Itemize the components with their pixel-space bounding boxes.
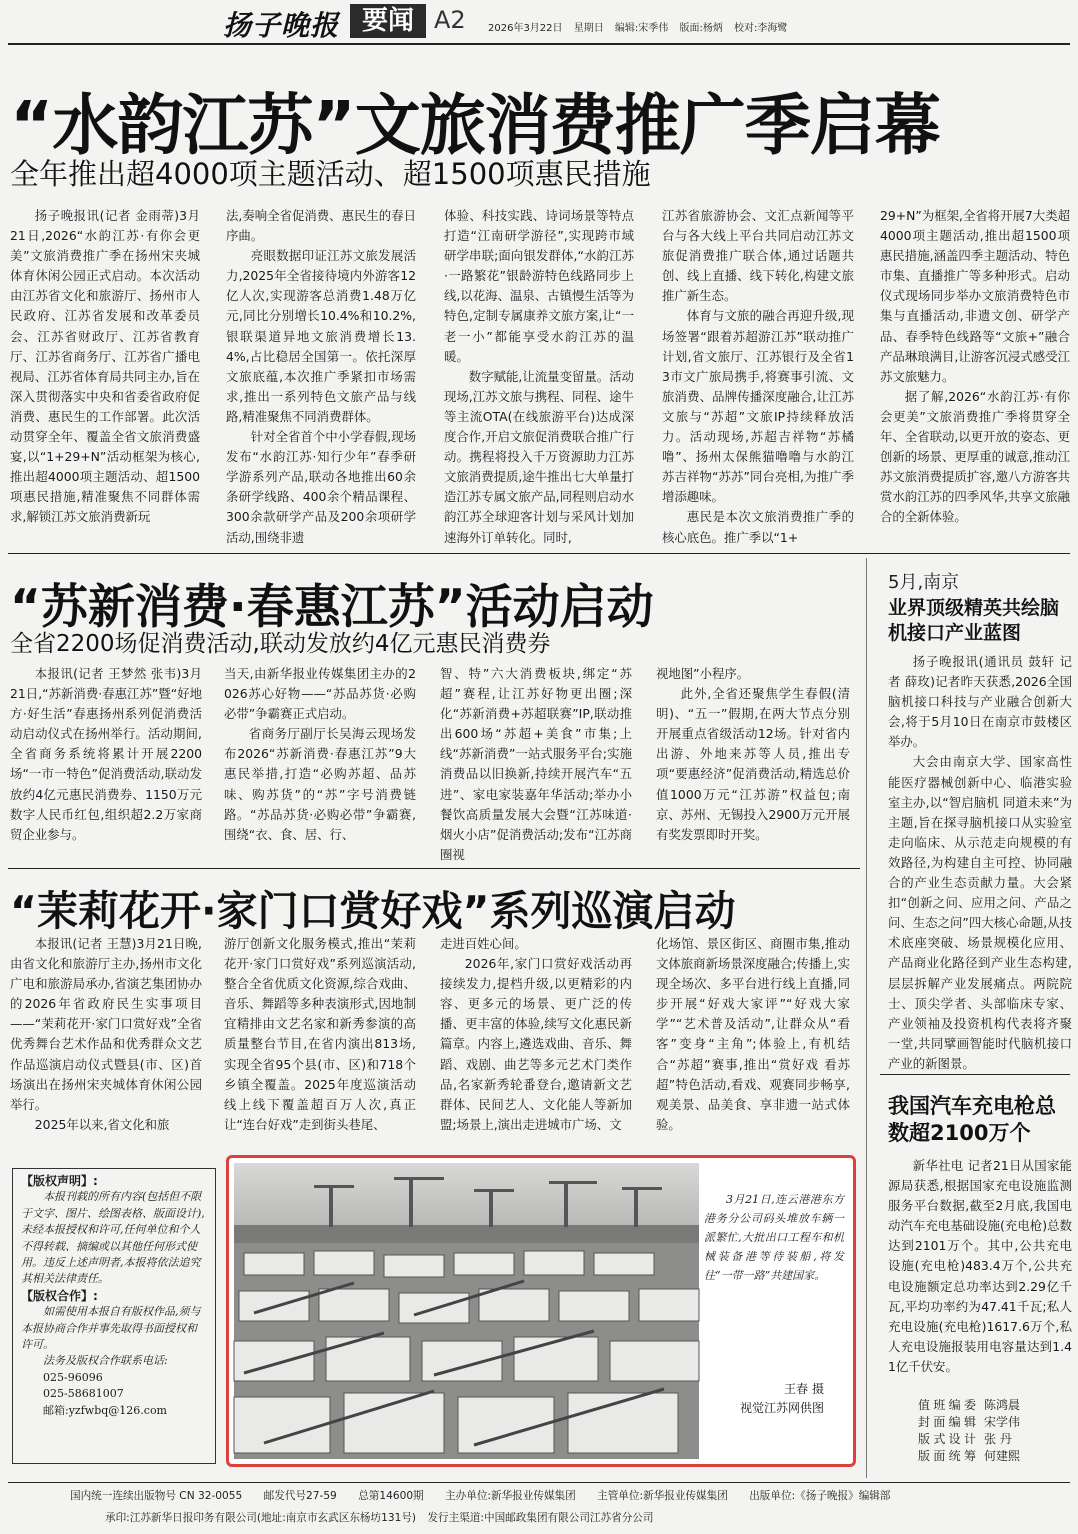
port-photo-image — [234, 1163, 699, 1459]
paragraph: 2026年,家门口赏好戏活动再接续发力,提档升级,以更精彩的内容、更多元的场景、更广泛的传播、更丰富的体验,续写文化惠民新篇章。内容上,遴选戏曲、音乐、舞蹈、戏剧、曲艺等多元艺术门类作品,名家新秀轮番登台,邀请新文艺群体、民间艺人、文化能人等新加盟;场景上,演出走进城市广场、文 — [440, 956, 632, 1132]
credits-block — [918, 1397, 1020, 1465]
paragraph: 江苏省旅游协会、文汇点新闻等平台与各大线上平台共同启动江苏文旅促消费推广联合体,通过话题共创、线上直播、线下转化,构建文旅推广新生态。 — [662, 208, 854, 304]
article2-subheadline: 全省2200场促消费活动,联动发放约4亿元惠民消费券 — [10, 631, 551, 657]
paragraph: 扬子晚报讯(通讯员 鼓轩 记者 薛玫)记者昨天获悉,2026全国脑机接口科技与产业融合创新大会,将于5月10日在南京市鼓楼区举办。 — [888, 654, 1072, 750]
credit-line: 值班编委 陈鸿晨 — [918, 1398, 1021, 1412]
article2-col-1 — [10, 664, 202, 858]
paragraph: 走进百姓心间。 — [440, 936, 527, 951]
paragraph: 数字赋能,让流量变留量。活动现场,江苏文旅与携程、同程、途牛等主流OTA(在线旅游平台)达成深度合作,开启文旅促消费联合推广行动。携程将投入千万资源助力江苏文旅消费提质,途牛推出七大单量打造江苏专属文旅产品,同程则启动水韵江苏全球迎客计划与采风计划加速海外订单转化。同时, — [444, 368, 634, 545]
footer-rule — [8, 1482, 1070, 1483]
ev-body — [888, 1156, 1072, 1384]
paragraph: 体验、科技实践、诗词场景等特点打造“江南研学游径”,实现跨市域研学串联;面向银发群体,“水韵江苏·一路繁花”银龄游特色线路同步上线,以花海、温泉、古镇慢生活等为特色,定制专属康养文旅方案,让“一老一小”都能享受水韵江苏的温暖。 — [444, 208, 634, 364]
copyright-box — [12, 1168, 216, 1464]
footer-supervisor: 主管单位:新华报业传媒集团 — [597, 1490, 728, 1502]
photo-caption-text: 3月21日,连云港港东方港务分公司码头堆放车辆一派繁忙,大批出口工程车和机械装备港等待装船,将发往“一带一路”共建国家。 — [704, 1193, 844, 1282]
paragraph: 大会由南京大学、国家高性能医疗器械创新中心、临港实验室主办,以“智启脑机 同道未来”为主题,旨在探寻脑机接口从实验室走向临床、从示范走向规模的有效路径,为构建自主可控、协同融合的产业生态贡献力量。大会紧扣“创新之问、应用之问、产品之问、生态之问”四大核心命题,从技术底座突破、场景规模化应用、产品商业化路径到产业生态构建,层层拆解产业发展痛点。两院院士、顶尖学者、头部临床专家、产业领袖及投资机构代表将齐聚一堂,共同擘画智能时代脑机接口产业的新图景。 — [888, 754, 1072, 1071]
credit-line: 版式设计 张 丹 — [918, 1432, 1012, 1446]
ev-headline: 我国汽车充电枪总数超2100万个 — [888, 1094, 1056, 1145]
footer-post: 邮发代号27-59 — [263, 1490, 337, 1502]
article1-col-5 — [880, 206, 1070, 542]
paper-logo: 扬子晚报 — [223, 9, 340, 42]
article3-headline: “茉莉花开·家门口赏好戏”系列巡演启动 — [10, 887, 736, 935]
contact-label: 法务及版权合作联系电话: — [43, 1354, 168, 1368]
paragraph: 智、特”六大消费板块,绑定“苏超”赛程,让江苏好物更出圈;深化“苏新消费+苏超联赛”IP,联动推出600场“苏超+美食”市集;上线“苏新消费”一站式服务平台;实施消费品以旧换新,持续开展汽车“五进”、家电家装嘉年华活动;举办小餐饮高质量发展大会暨“江苏味道·烟火小店”促消费活动;发布“江苏商圈视 — [440, 666, 632, 862]
paragraph: 29+N”为框架,全省将开展7大类超4000项主题活动,推出超1500项惠民措施,涵盖四季主题活动、特色市集、直播推广等多种形式。启动仪式现场同步举办文旅消费特色市集与直播活动,非遗文创、研学产品、春季特色线路等“文旅+”融合产品琳琅满目,让游客沉浸式感受江苏文旅魅力。 — [880, 208, 1070, 384]
bci-body — [888, 652, 1072, 1071]
masthead-rule — [8, 43, 1070, 45]
sidebar-divider-2 — [880, 1074, 1070, 1075]
paragraph: 此外,全省还聚焦学生春假(清明)、“五一”假期,在两大节点分别开展重点省级活动12场。针对省内出游、外地来苏等人员,推出专项“要惠经济”促消费活动,精选总价值1000万元“江苏游”权益包;南京、苏州、无锡投入2900万元开展有奖发票即时开奖。 — [656, 686, 850, 842]
issue-info — [488, 19, 795, 34]
paragraph: 2025年以来,省文化和旅 — [34, 1116, 170, 1132]
footer-distributor: 发行主渠道:中国邮政集团有限公司江苏省分公司 — [427, 1512, 654, 1524]
article1-headline: “水韵江苏”文旅消费推广季启幕 — [10, 87, 940, 164]
footer-cn: 国内统一连续出版物号 CN 32-0055 — [70, 1490, 243, 1502]
contact-email: 邮箱:yzfwbq@126.com — [43, 1403, 167, 1417]
section-tag: 要闻 — [350, 4, 426, 38]
paragraph: 游厅创新文化服务模式,推出“茉莉花开·家门口赏好戏”系列巡演活动,整合全省优质文化资源,综合戏曲、音乐、舞蹈等多种表演形式,因地制宜精排由文艺名家和新秀参演的高质量整台节目,在省内演出813场,实现全省95个县(市、区)和718个乡镇全覆盖。2025年度巡演活动线上线下覆盖超百万人次,真正让“连台好戏”走到街头巷尾、 — [224, 936, 416, 1132]
credit-line: 版面统筹 何建熙 — [918, 1449, 1021, 1463]
credit-line: 封面编辑 宋学伟 — [918, 1415, 1021, 1429]
article1-col-3 — [444, 206, 634, 545]
photo-source: 视觉江苏网供图 — [739, 1401, 824, 1415]
bci-headline: 业界顶级精英共绘脑机接口产业蓝图 — [888, 597, 1060, 644]
proofreader: 校对:李海鹭 — [734, 23, 788, 34]
paragraph: 法,奏响全省促消费、惠民生的春日序曲。 — [226, 208, 416, 244]
article2-col-4 — [656, 664, 850, 858]
paragraph: 据了解,2026“水韵江苏·有你会更美”文旅消费推广季将贯穿全年、全省联动,以更开放的姿态、更创新的场景、更厚重的诚意,推动江苏文旅消费提质扩容,邀八方游客共赏水韵江苏的四季风华,共享文旅融合的全新体验。 — [880, 388, 1070, 525]
paragraph: 化场馆、景区街区、商圈市集,推动文体旅商新场景深度融合;传播上,实现全场次、多平台进行线上直播,同步开展“好戏大家评”“好戏大家学”“艺术普及活动”,让群众从“看客”变身“主角”;体验上,有机结合“苏超”赛事,推出“赏好戏 看苏超”特色活动,看戏、观赛同步畅享,观美景、品美食、享非遗一站式体验。 — [656, 936, 850, 1132]
port-photo — [234, 1163, 699, 1459]
footer-printer: 承印:江苏新华日报印务有限公司(地址:南京市玄武区东杨坊131号) — [105, 1512, 417, 1524]
article2-col-3 — [440, 664, 632, 862]
article3-col-4 — [656, 934, 850, 1146]
page-number: A2 — [434, 6, 466, 34]
paragraph: 本报讯(记者 王梦然 张韦)3月21日,“苏新消费·春惠江苏”暨“好地方·好生活”春惠扬州系列促消费活动启动仪式在扬州举行。活动期间,全省商务系统将累计开展2200场“一市一特色”促消费活动,联动发放约4亿元惠民消费券、1150万元数字人民币红包,组织超2.2万家商贸企业参与。 — [10, 666, 202, 842]
photo-caption — [704, 1190, 844, 1285]
masthead — [8, 0, 1070, 44]
article3-col-2 — [224, 934, 416, 1146]
cooperation-title: 【版权合作】: — [21, 1288, 98, 1303]
paragraph: 本报讯(记者 王慧)3月21日晚,由省文化和旅游厅主办,扬州市文化广电和旅游局承办,省演艺集团协办的2026年省政府民生实事项目——“茉莉花开·家门口赏好戏”全省优秀舞台艺术作品和优秀群众文艺作品巡演启动仪式暨县(市、区)首场演出在扬州宋夹城体育休闲公园举行。 — [10, 936, 202, 1112]
article1-col-1 — [10, 206, 200, 542]
issue-weekday: 星期日 — [573, 23, 604, 34]
paragraph: 视地图”小程序。 — [656, 666, 750, 681]
footer-row-2 — [105, 1510, 661, 1525]
sidebar-divider — [866, 558, 867, 1478]
section-divider-2 — [8, 868, 860, 869]
photo-credit — [704, 1380, 824, 1418]
section-divider-1 — [8, 553, 1070, 554]
paragraph: 针对全省首个中小学春假,现场发布“水韵江苏·知行少年”春季研学游系列产品,联动各地推出60余条研学线路、400余个精品课程、300余款研学产品及200余项研学活动,围绕非遗 — [226, 429, 416, 545]
article1-col-2 — [226, 206, 416, 545]
cooperation-text: 如需使用本报自有版权作品,须与本报协商合作并事先取得书面授权和许可。 — [21, 1305, 201, 1352]
article1-col-4 — [662, 206, 854, 545]
article2-col-2 — [224, 664, 416, 858]
footer-issue: 总第14600期 — [358, 1490, 424, 1502]
article1-subheadline: 全年推出超4000项主题活动、超1500项惠民措施 — [10, 157, 651, 191]
paragraph: 扬子晚报讯(记者 金雨蒂)3月21日,2026“水韵江苏·有你会更美”文旅消费推广季在扬州宋夹城体育休闲公园正式启动。本次活动由江苏省文化和旅游厅、扬州市人民政府、江苏省发展和改革委员会、江苏省财政厅、江苏省教育厅、江苏省商务厅、江苏省广播电视局、江苏省体育局共同主办,旨在深入贯彻落实中央和省委省政府促消费、惠民生的工作部署。此次活动贯穿全年、覆盖全省文旅消费盛宴,以“1+29+N”活动框架为核心,推出超4000项主题活动、超1500项惠民措施,精准聚焦不同群体需求,解锁江苏文旅消费新玩 — [10, 208, 200, 525]
article3-col-3 — [440, 934, 632, 1146]
contact-phone-1: 025-96096 — [43, 1370, 103, 1384]
article3-col-1 — [10, 934, 202, 1146]
paragraph: 省商务厅副厅长吴海云现场发布2026“苏新消费·春惠江苏”9大惠民举措,打造“必购苏超、品苏味、购苏货”的“苏”字号消费链路。“苏品苏货·必购必带”争霸赛,围绕“衣、食、居、行、 — [224, 726, 416, 842]
footer-publisher: 出版单位:《扬子晚报》编辑部 — [749, 1490, 891, 1502]
copyright-text: 本报刊载的所有内容(包括但不限于文字、图片、绘图表格、版面设计),未经本报授权和许可,任何单位和个人不得转载、摘编或以其他任何形式使用。违反上述声明者,本报将依法追究其相关法律责任。 — [21, 1190, 205, 1286]
editor: 编辑:宋季伟 — [614, 23, 669, 34]
paragraph: 新华社电 记者21日从国家能源局获悉,根据国家充电设施监测服务平台数据,截至2月底,我国电动汽车充电基础设施(充电枪)总数达到2101万个。其中,公共充电设施(充电枪)483.4万个,公共充电设施额定总功率达到2.29亿千瓦,平均功率约为47.41千瓦;私人充电设施(充电枪)1617.6万个,私人充电设施报装用电容量达到1.41亿千伏安。 — [888, 1158, 1072, 1374]
paragraph: 惠民是本次文旅消费推广季的核心底色。推广季以“1+ — [662, 509, 854, 545]
paragraph: 体育与文旅的融合再迎升级,现场签署“跟着苏超游江苏”联动推广计划,省文旅厅、江苏银行及全省13市文广旅局携手,将赛事引流、文旅消费、品牌传播深度融合,让江苏文旅与“苏超”文旅IP持续释放活力。活动现场,苏超吉祥物“苏橘噜”、扬州太保熊猫噜噜与水韵江苏吉祥物“苏苏”同台亮相,为推广季增添趣味。 — [662, 308, 854, 505]
footer-row-1 — [70, 1488, 909, 1503]
footer-sponsor: 主办单位:新华报业传媒集团 — [445, 1490, 576, 1502]
paragraph: 亮眼数据印证江苏文旅发展活力,2025年全省接待境内外游客12亿人次,实现游客总消费1.48万亿元,同比分别增长10.4%和10.2%,银联渠道异地文旅消费增长13.4%,占比稳居全国第一。依托深厚文旅底蕴,本次推广季紧扣市场需求,推出一系列特色文旅产品与线路,精准聚焦不同消费群体。 — [226, 248, 416, 424]
bci-kicker: 5月,南京 — [888, 572, 960, 593]
article2-headline: “苏新消费·春惠江苏”活动启动 — [10, 580, 654, 635]
issue-date: 2026年3月22日 — [488, 23, 563, 34]
photographer: 王春 摄 — [784, 1382, 824, 1396]
paragraph: 当天,由新华报业传媒集团主办的2026苏心好物——“苏品苏货·必购必带”争霸赛正式启动。 — [224, 666, 416, 722]
layout-editor: 版面:杨炳 — [679, 23, 723, 34]
copyright-title: 【版权声明】: — [21, 1174, 98, 1188]
contact-phone-2: 025-58681007 — [43, 1387, 124, 1401]
